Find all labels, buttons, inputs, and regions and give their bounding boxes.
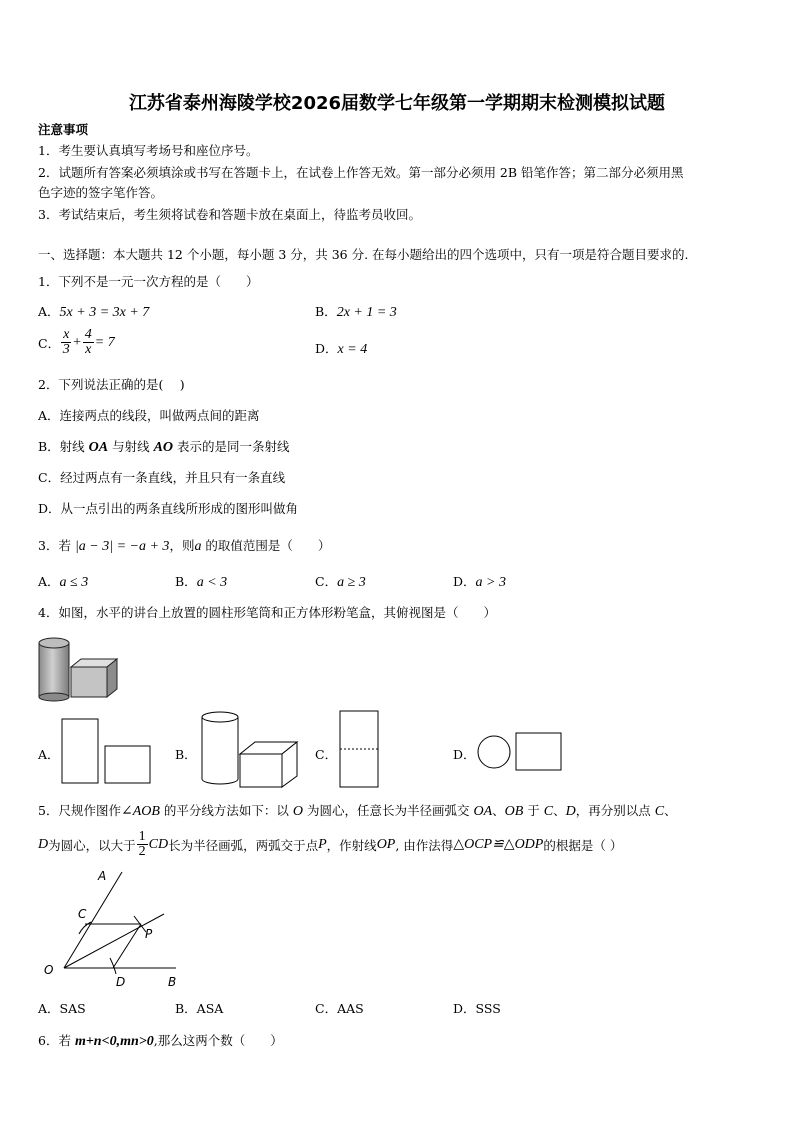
text: 的取值范围是（ ） bbox=[201, 538, 331, 553]
label-d: D bbox=[116, 975, 126, 989]
q5-geometry-figure bbox=[38, 866, 188, 992]
page-title: 江苏省泰州海陵学校2026届数学七年级第一学期期末检测模拟试题 bbox=[128, 93, 666, 114]
text: 为圆心，任意长为半径画弧交 bbox=[303, 803, 474, 818]
q2-option-b bbox=[38, 437, 290, 456]
ray-ob: OB bbox=[504, 804, 524, 819]
q5-option-c: C．AAS bbox=[315, 1001, 364, 1016]
arc-d bbox=[110, 958, 116, 974]
segment-dp bbox=[113, 924, 141, 968]
q5-option-d: D．SSS bbox=[453, 1001, 501, 1016]
option-math: a < 3 bbox=[196, 575, 228, 590]
option-math: = 7 bbox=[94, 334, 115, 350]
point-o: O bbox=[292, 804, 303, 819]
q1-option-c bbox=[38, 328, 115, 357]
q2-option-a: A．连接两点的线段，叫做两点间的距离 bbox=[38, 408, 260, 423]
ray-oa: OA bbox=[473, 804, 493, 819]
text: 的根据是（ ） bbox=[543, 837, 623, 853]
text: 6．若 bbox=[38, 1033, 75, 1048]
q4-stem: 4．如图，水平的讲台上放置的圆柱形笔筒和正方体形粉笔盒，其俯视图是（ ） bbox=[38, 605, 496, 620]
variable: a bbox=[194, 539, 202, 554]
cube-shape bbox=[240, 742, 297, 787]
label-b: B bbox=[168, 975, 177, 989]
option-math: a > 3 bbox=[475, 575, 506, 590]
option-math: a ≤ 3 bbox=[59, 575, 89, 590]
rectangle-shape bbox=[62, 719, 98, 783]
option-label: A． bbox=[38, 304, 60, 319]
option-math: 2x + 1 = 3 bbox=[336, 305, 397, 320]
equation: |a − 3| = −a + 3 bbox=[74, 539, 170, 554]
q3-option-c bbox=[315, 572, 366, 591]
fraction bbox=[61, 328, 71, 357]
cylinder-shape bbox=[39, 638, 69, 701]
text: B．射线 bbox=[38, 439, 89, 454]
notice-heading: 注意事项 bbox=[38, 122, 89, 137]
notice-item-2: 2．试题所有答案必须填涂或书写在答题卡上，在试卷上作答无效。第一部分必须用 2B 铅笔作答；第二部分必须用黑 bbox=[38, 165, 684, 180]
congruence: △OCP≌△ODP bbox=[453, 837, 544, 852]
text: 长为半径画弧，两弧交于点 bbox=[168, 837, 319, 853]
text: 、 bbox=[492, 803, 505, 818]
option-label: C． bbox=[38, 335, 61, 351]
q1-option-b bbox=[315, 302, 397, 321]
segment-cd: CD bbox=[148, 836, 169, 852]
ray-oa: OA bbox=[88, 440, 109, 455]
point-d: D bbox=[38, 836, 49, 852]
option-math: x = 4 bbox=[337, 342, 368, 357]
point-p: P bbox=[318, 836, 327, 852]
option-label: B． bbox=[315, 304, 337, 319]
cylinder-shape bbox=[202, 712, 238, 784]
option-label: D． bbox=[315, 341, 338, 356]
q4-main-figure bbox=[36, 635, 120, 703]
operator: + bbox=[72, 334, 82, 350]
q4-option-a-label: A． bbox=[38, 747, 60, 762]
text: 表示的是同一条射线 bbox=[173, 439, 290, 454]
q4-option-b-figure bbox=[199, 709, 301, 789]
point-d: D bbox=[565, 804, 576, 819]
label-p: P bbox=[145, 927, 153, 941]
text: ,那么这两个数（ ） bbox=[153, 1033, 283, 1048]
text: ，作射线 bbox=[326, 837, 377, 853]
q4-option-d-figure bbox=[476, 731, 564, 773]
q4-option-d-label: D． bbox=[453, 747, 476, 762]
text: ，则 bbox=[169, 538, 195, 553]
fraction-half bbox=[137, 830, 148, 859]
option-label: C． bbox=[315, 574, 338, 589]
point-c: C bbox=[543, 804, 554, 819]
angle-aob: ∠AOB bbox=[120, 804, 160, 819]
text: 的平分线方法如下：以 bbox=[159, 803, 293, 818]
q1-option-d bbox=[315, 339, 367, 358]
q4-option-c-label: C． bbox=[315, 747, 338, 762]
text: 3．若 bbox=[38, 538, 75, 553]
text: 于 bbox=[523, 803, 544, 818]
option-label: B． bbox=[175, 574, 197, 589]
ray-ao: AO bbox=[153, 440, 174, 455]
numerator: x bbox=[63, 327, 70, 342]
ray-op: OP bbox=[376, 836, 396, 852]
ray-op-line bbox=[64, 914, 164, 968]
q3-option-d bbox=[453, 572, 506, 591]
text: ，再分别以点 bbox=[575, 803, 655, 818]
q3-option-b bbox=[175, 572, 227, 591]
square-shape bbox=[105, 746, 150, 783]
text: 5．尺规作图作 bbox=[38, 803, 121, 818]
notice-item-2-cont: 色字迹的签字笔作答。 bbox=[38, 185, 164, 200]
cube-shape bbox=[71, 659, 117, 697]
label-c: C bbox=[78, 907, 87, 921]
ray-oa-line bbox=[64, 872, 122, 968]
q4-option-b-label: B． bbox=[175, 747, 197, 762]
q5-option-a: A．SAS bbox=[38, 1001, 86, 1016]
notice-item-3: 3．考试结束后，考生须将试卷和答题卡放在桌面上，待监考员收回。 bbox=[38, 207, 421, 222]
notice-item-1: 1．考生要认真填写考场号和座位序号。 bbox=[38, 143, 259, 158]
q4-option-a-figure bbox=[60, 717, 152, 785]
option-math: a ≥ 3 bbox=[337, 575, 366, 590]
q4-option-c-figure bbox=[338, 709, 380, 789]
point-c: C bbox=[654, 804, 665, 819]
q1-stem: 1．下列不是一元一次方程的是（ ） bbox=[38, 274, 259, 289]
q5-line-1 bbox=[38, 801, 677, 820]
text: , 由作法得 bbox=[395, 837, 454, 853]
option-math: 5x + 3 = 3x + 7 bbox=[59, 305, 150, 320]
q1-option-a bbox=[38, 302, 149, 321]
denominator: 3 bbox=[62, 342, 70, 357]
q2-stem: 2．下列说法正确的是( ) bbox=[38, 377, 185, 392]
label-o: O bbox=[44, 963, 54, 977]
numerator: 1 bbox=[138, 829, 146, 844]
q3-stem bbox=[38, 536, 330, 555]
option-label: D． bbox=[453, 574, 476, 589]
denominator: x bbox=[85, 342, 92, 357]
text: 为圆心，以大于 bbox=[48, 837, 136, 853]
square-shape bbox=[516, 733, 561, 770]
q2-option-c: C．经过两点有一条直线，并且只有一条直线 bbox=[38, 470, 286, 485]
q3-option-a bbox=[38, 572, 88, 591]
label-a: A bbox=[98, 869, 107, 883]
condition: m+n<0,mn>0 bbox=[74, 1034, 154, 1049]
q5-option-b: B．ASA bbox=[175, 1001, 224, 1016]
q5-line-2 bbox=[38, 830, 622, 859]
fraction bbox=[83, 328, 94, 357]
circle-shape bbox=[478, 736, 510, 768]
text: 与射线 bbox=[108, 439, 154, 454]
numerator: 4 bbox=[84, 327, 92, 342]
denominator: 2 bbox=[138, 844, 146, 859]
q6-stem bbox=[38, 1031, 283, 1050]
text: 、 bbox=[553, 803, 566, 818]
option-label: A． bbox=[38, 574, 60, 589]
section-heading: 一、选择题：本大题共 12 个小题，每小题 3 分，共 36 分. 在每小题给出的四个选项中，只有一项是符合题目要求的. bbox=[38, 247, 689, 262]
q2-option-d: D．从一点引出的两条直线所形成的图形叫做角 bbox=[38, 501, 299, 516]
text: 、 bbox=[664, 803, 677, 818]
